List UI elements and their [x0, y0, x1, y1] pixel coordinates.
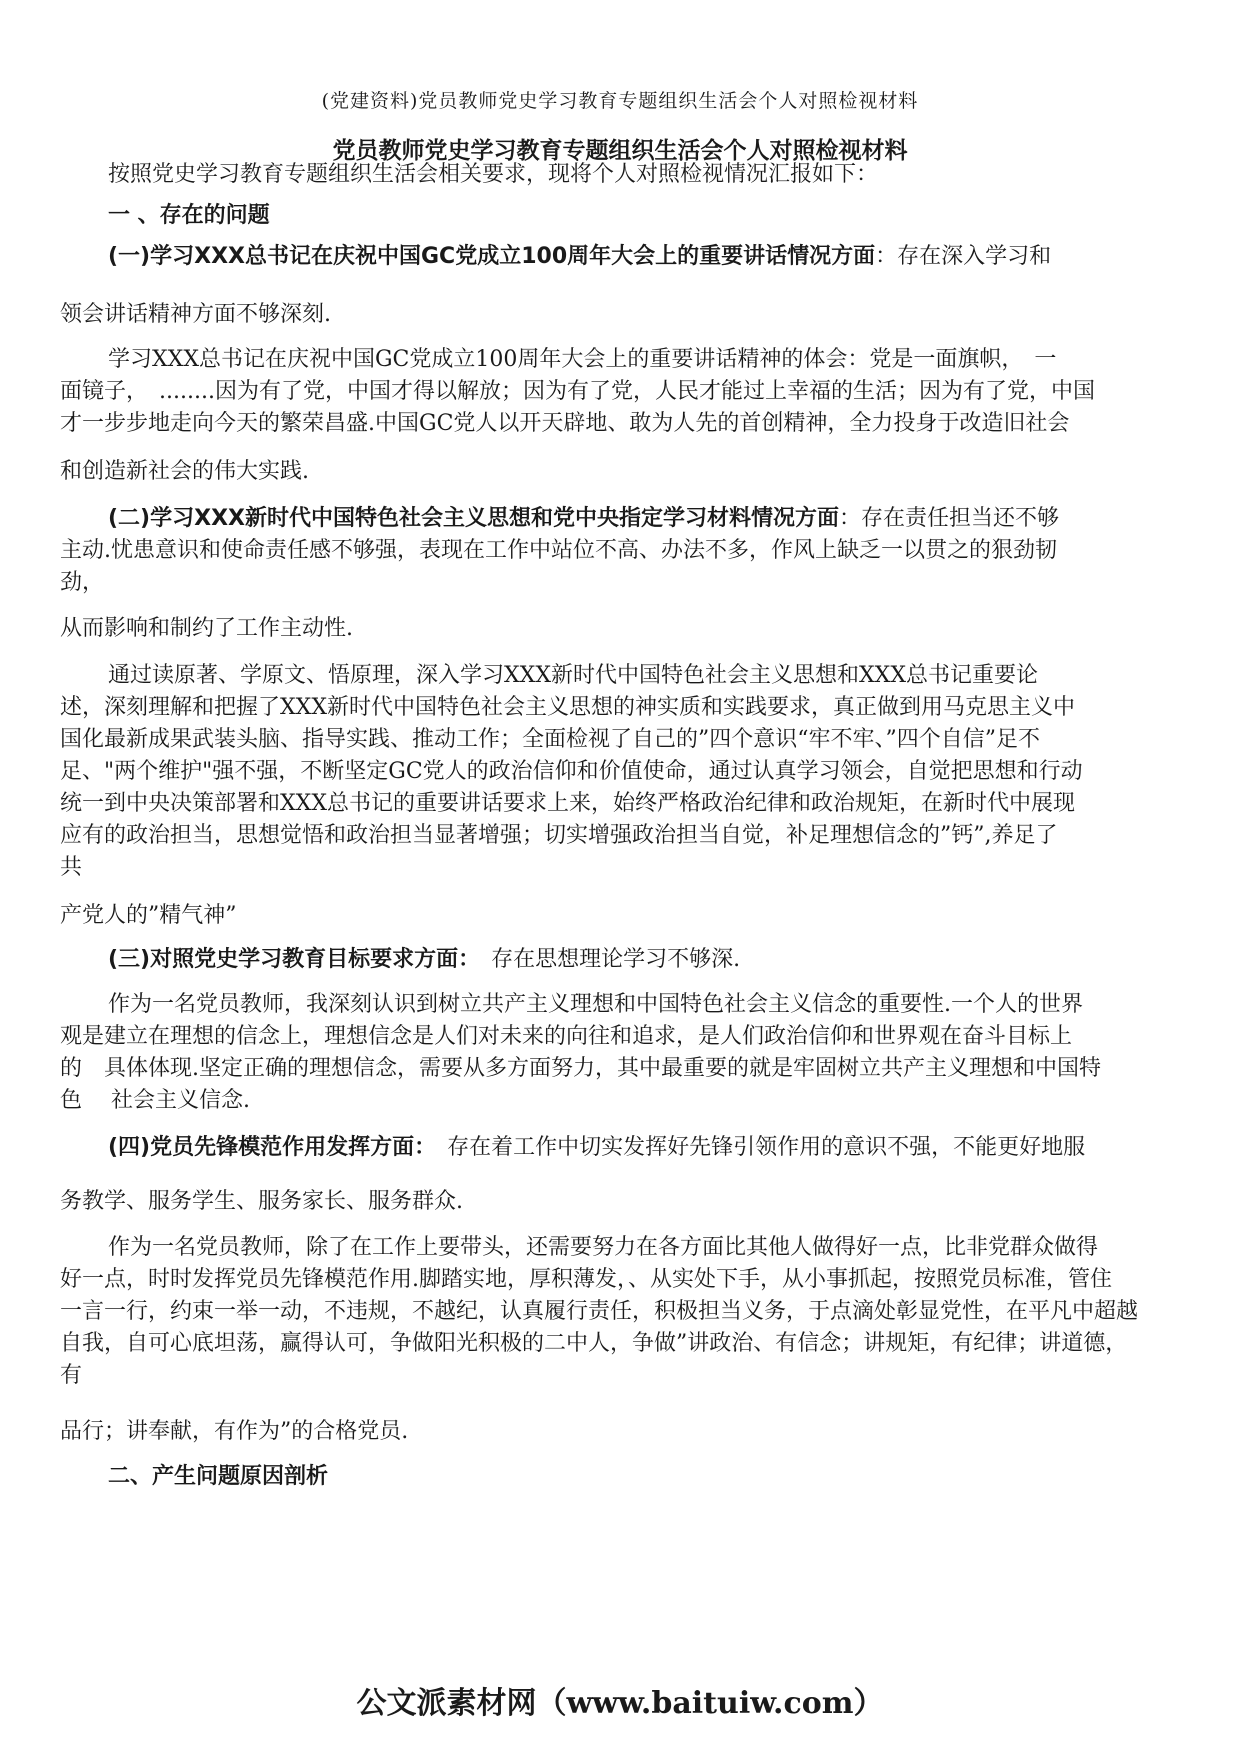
- paragraph-2-line: 才一步步地走向今天的繁荣昌盛.中国GC党人以开天辟地、敢为人先的首创精神，全力投身于改造旧社会: [60, 411, 1070, 436]
- subsection-heading-3: (三)对照党史学习教育目标要求方面：: [108, 947, 470, 972]
- subsection-heading-2: (二)学习XXX新时代中国特色社会主义思想和党中央指定学习材料情况方面: [108, 506, 839, 531]
- paragraph-3-line: [108, 504, 1200, 534]
- paragraph-6-line: 作为一名党员教师，我深刻认识到树立共产主义理想和中国特色社会主义信念的重要性.一个人的世界: [108, 992, 1083, 1017]
- paragraph-1-text: ：存在深入学习和: [875, 244, 1052, 269]
- paragraph-4-line: 述，深刻理解和把握了XXX新时代中国特色社会主义思想的神实质和实践要求，真正做到用马克思主义中: [60, 695, 1075, 720]
- paragraph-2-line: 和创造新社会的伟大实践.: [60, 459, 309, 484]
- section-heading-problems: 一 、存在的问题: [108, 203, 270, 228]
- paragraph-5-line: [108, 945, 1200, 975]
- paragraph-6-line: 色 社会主义信念.: [60, 1088, 250, 1113]
- paragraph-3-line: 主动.忧患意识和使命责任感不够强，表现在工作中站位不高、办法不多，作风上缺乏一以贯之的狠劲韧: [60, 538, 1057, 563]
- paragraph-3-line: 劲，: [60, 570, 105, 595]
- intro-paragraph: 按照党史学习教育专题组织生活会相关要求，现将个人对照检视情况汇报如下：: [108, 162, 879, 187]
- paragraph-3-line: 从而影响和制约了工作主动性.: [60, 616, 353, 641]
- paragraph-8-line: 品行；讲奉献，有作为”的合格党员.: [60, 1419, 409, 1444]
- paragraph-8-line: 好一点，时时发挥党员先锋模范作用.脚踏实地，厚积薄发，、从实处下手，从小事抓起，按照党员标准，管住: [60, 1267, 1112, 1292]
- footer-watermark: 公文派素材网（www.baituiw.com）: [356, 1686, 884, 1721]
- paragraph-8-line: 有: [60, 1363, 83, 1388]
- paragraph-8-line: 自我，自可心底坦荡，赢得认可，争做阳光积极的二中人，争做”讲政治、有信念；讲规矩，有纪律；讲道德，: [60, 1331, 1128, 1356]
- paragraph-4-line: 共: [60, 855, 83, 880]
- paragraph-7-text: 存在着工作中切实发挥好先锋引领作用的意识不强，不能更好地服: [425, 1135, 1086, 1160]
- paragraph-2-line: 学习XXX总书记在庆祝中国GC党成立100周年大会上的重要讲话精神的体会：党是一面旗帜， 一: [108, 347, 1057, 372]
- paragraph-8-line: 一言一行，约束一举一动，不违规，不越纪，认真履行责任，积极担当义务，于点滴处彰显党性，在平凡中超越: [60, 1299, 1139, 1324]
- paragraph-5-text: 存在思想理论学习不够深.: [469, 947, 741, 972]
- paragraph-3-text: ：存在责任担当还不够: [839, 506, 1060, 531]
- subsection-heading-4: (四)党员先锋模范作用发挥方面：: [108, 1135, 426, 1160]
- paragraph-7-line: 务教学、服务学生、服务家长、服务群众.: [60, 1189, 463, 1214]
- paragraph-4-line: 统一到中央决策部署和XXX总书记的重要讲话要求上来，始终严格政治纪律和政治规矩，在新时代中展现: [60, 791, 1075, 816]
- paragraph-4-line: 应有的政治担当，思想觉悟和政治担当显著增强；切实增强政治担当自觉，补足理想信念的”钙”,养足了: [60, 823, 1058, 848]
- document-title: 党员教师党史学习教育专题组织生活会个人对照检视材料: [332, 138, 908, 164]
- paragraph-4-line: 通过读原著、学原文、悟原理，深入学习XXX新时代中国特色社会主义思想和XXX总书记重要论: [108, 663, 1038, 688]
- document-header: (党建资料)党员教师党史学习教育专题组织生活会个人对照检视材料: [321, 90, 919, 112]
- paragraph-7-line: [108, 1133, 1200, 1163]
- paragraph-4-line: 足、"两个维护"强不强，不断坚定GC党人的政治信仰和价值使命，通过认真学习领会，自觉把思想和行动: [60, 759, 1083, 784]
- paragraph-2-line: 面镜子， ........因为有了党，中国才得以解放；因为有了党，人民才能过上幸福的生活；因为有了党，中国: [60, 379, 1095, 404]
- paragraph-6-line: 的 具体体现.坚定正确的理想信念，需要从多方面努力，其中最重要的就是牢固树立共产主义理想和中国特: [60, 1056, 1101, 1081]
- paragraph-4-line: 国化最新成果武装头脑、指导实践、推动工作；全面检视了自己的”四个意识“牢不牢、”四个自信”足不: [60, 727, 1040, 752]
- paragraph-6-line: 观是建立在理想的信念上，理想信念是人们对未来的向往和追求，是人们政治信仰和世界观在奋斗目标上: [60, 1024, 1073, 1049]
- paragraph-1-line: [108, 242, 1200, 272]
- section-heading-causes: 二、产生问题原因剖析: [108, 1464, 329, 1489]
- paragraph-8-line: 作为一名党员教师，除了在工作上要带头，还需要努力在各方面比其他人做得好一点，比非党群众做得: [108, 1235, 1099, 1260]
- subsection-heading-1: (一)学习XXX总书记在庆祝中国GC党成立100周年大会上的重要讲话情况方面: [108, 244, 876, 269]
- paragraph-1-line: 领会讲话精神方面不够深刻.: [60, 302, 331, 327]
- paragraph-4-line: 产党人的”精气神”: [60, 903, 237, 928]
